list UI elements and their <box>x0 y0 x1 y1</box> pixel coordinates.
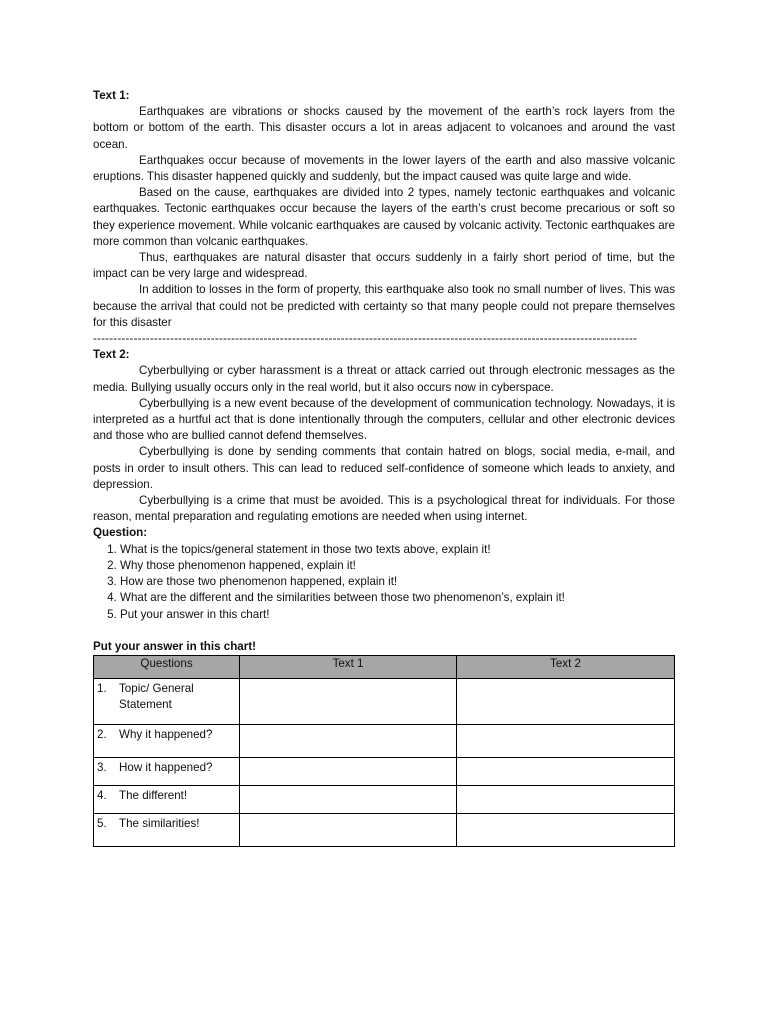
question-item-4: 4. What are the different and the similarities between those two phenomenon’s, explain it! <box>120 590 675 606</box>
text1-paragraph-5: In addition to losses in the form of property, this earthquake also took no small number of lives. This was because the arrival that could not be predicted with certainty so that many people could not prepare themselves for this disaster <box>93 283 675 329</box>
row-question-cell <box>94 678 240 724</box>
spacer <box>93 623 675 639</box>
row-number: 5. <box>97 816 107 830</box>
row-label: Why it happened? <box>119 727 213 741</box>
answer-cell-text2[interactable] <box>457 757 675 785</box>
row-label: The different! <box>119 788 188 802</box>
row-number: 4. <box>97 788 107 802</box>
question-item-5: 5. Put your answer in this chart! <box>120 607 675 623</box>
table-row <box>94 785 675 813</box>
question-item-1: 1. What is the topics/general statement in those two texts above, explain it! <box>120 542 675 558</box>
table-row <box>94 813 675 846</box>
table-row <box>94 724 675 757</box>
answer-chart-header-row <box>94 655 675 678</box>
answer-cell-text2[interactable] <box>457 724 675 757</box>
worksheet-page <box>93 88 675 847</box>
row-question-cell <box>94 724 240 757</box>
answer-cell-text2[interactable] <box>457 785 675 813</box>
column-header-text1: Text 1 <box>240 655 457 678</box>
question-heading: Question: <box>93 526 148 540</box>
answer-cell-text1[interactable] <box>240 785 457 813</box>
chart-heading: Put your answer in this chart! <box>93 639 256 653</box>
text2-heading: Text 2: <box>93 348 130 362</box>
question-list <box>93 542 675 623</box>
text2-paragraph-2: Cyberbullying is a new event because of the development of communication technology. Nowadays, it is interpreted as a hurtful act that is done intentionally through the computers, cellular and other electronic devices and those who are bullied cannot defend themselves. <box>93 396 675 443</box>
answer-cell-text1[interactable] <box>240 757 457 785</box>
row-label: How it happened? <box>119 760 213 774</box>
row-question-cell <box>94 813 240 846</box>
row-number: 1. <box>97 681 107 695</box>
column-header-questions: Questions <box>94 655 240 678</box>
table-row <box>94 757 675 785</box>
text1-heading: Text 1: <box>93 89 130 102</box>
column-header-text2: Text 2 <box>457 655 675 678</box>
section-divider: -------------------------------------------------------------------------------------------------------------------------------------- <box>93 332 638 346</box>
question-item-2: 2. Why those phenomenon happened, explain it! <box>120 558 675 574</box>
text1-paragraph-1: Earthquakes are vibrations or shocks caused by the movement of the earth’s rock layers from the bottom or bottom of the earth. This disaster occurs a lot in areas adjacent to volcanoes and around the vast ocean. <box>93 105 675 151</box>
text1-paragraph-4: Thus, earthquakes are natural disaster that occurs suddenly in a fairly short period of time, but the impact can be very large and widespread. <box>93 251 675 281</box>
text2-paragraph-3: Cyberbullying is done by sending comments that contain hatred on blogs, social media, e-mail, and posts in order to insult others. This can lead to reduced self-confidence of someone which leads to anxiety, and depression. <box>93 445 675 491</box>
row-question-cell <box>94 757 240 785</box>
text2-paragraph-4: Cyberbullying is a crime that must be avoided. This is a psychological threat for individuals. For those reason, mental preparation and regulating emotions are needed when using internet. <box>93 494 675 524</box>
text1-paragraph-2: Earthquakes occur because of movements in the lower layers of the earth and also massive volcanic eruptions. This disaster happened quickly and suddenly, but the impact caused was quite large and wide. <box>93 153 675 184</box>
text2-paragraph-1: Cyberbullying or cyber harassment is a threat or attack carried out through electronic messages as the media. Bullying usually occurs only in the real world, but it also occurs now in cyberspace. <box>93 364 675 394</box>
answer-cell-text1[interactable] <box>240 724 457 757</box>
answer-cell-text1[interactable] <box>240 813 457 846</box>
question-item-3: 3. How are those two phenomenon happened, explain it! <box>120 574 675 590</box>
row-label: The similarities! <box>119 816 200 830</box>
row-label: Topic/ General Statement <box>119 681 194 712</box>
answer-cell-text2[interactable] <box>457 678 675 724</box>
answer-cell-text1[interactable] <box>240 678 457 724</box>
row-number: 2. <box>97 727 107 741</box>
row-number: 3. <box>97 760 107 774</box>
answer-chart-table <box>93 655 675 847</box>
table-row <box>94 678 675 724</box>
row-question-cell <box>94 785 240 813</box>
text1-paragraph-3: Based on the cause, earthquakes are divided into 2 types, namely tectonic earthquakes and volcanic earthquakes. Tectonic earthquakes occur because the layers of the earth’s crust become precarious or soft so they experience movement. While volcanic earthquakes are caused by volcanic activity. Tectonic earthquakes are more common than volcanic earthquakes. <box>93 186 675 248</box>
answer-cell-text2[interactable] <box>457 813 675 846</box>
